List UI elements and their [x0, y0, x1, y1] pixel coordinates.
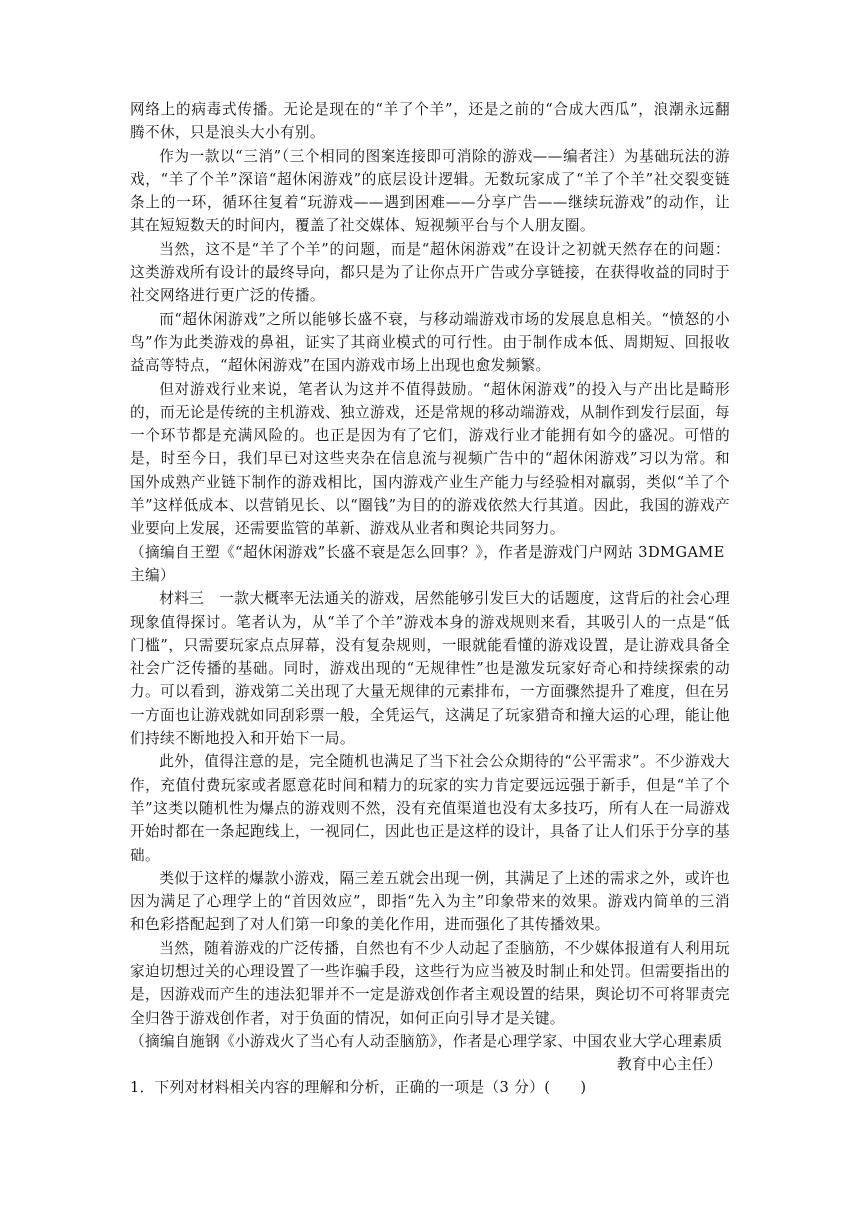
document-page — [130, 98, 730, 1100]
paragraph-4: 而“超休闲游戏”之所以能够长盛不衰，与移动端游戏市场的发展息息相关。“愤怒的小鸟”作为此类游戏的鼻祖，证实了其商业模式的可行性。由于制作成本低、周期短、回报收益高等特点，“超休闲游戏”在国内游戏市场上出现也愈发频繁。 — [130, 310, 730, 375]
material-3-paragraph-4: 当然，随着游戏的广泛传播，自然也有不少人动起了歪脑筋，不少媒体报道有人利用玩家迫切想过关的心理设置了一些诈骗手段，这些行为应当被及时制止和处罚。但需要指出的是，因游戏而产生的违法犯罪并不一定是游戏创作者主观设置的结果，舆论切不可将罪责完全归咎于游戏创作者，对于负面的情况，如何正向引导才是关键。 — [130, 939, 730, 1027]
paragraph-3: 当然，这不是“羊了个羊”的问题，而是“超休闲游戏”在设计之初就天然存在的问题：这类游戏所有设计的最终导向，都只是为了让你点开广告或分享链接，在获得收益的同时于社交网络进行更广泛的传播。 — [130, 240, 730, 305]
paragraph-2: 作为一款以“三消”（三个相同的图案连接即可消除的游戏——编者注）为基础玩法的游戏，“羊了个羊”深谙“超休闲游戏”的底层设计逻辑。无数玩家成了“羊了个羊”社交裂变链条上的一环，循环往复着“玩游戏——遇到困难——分享广告——继续玩游戏”的动作，让其在短短数天的时间内，覆盖了社交媒体、短视频平台与个人朋友圈。 — [130, 147, 730, 235]
paragraph-5: 但对游戏行业来说，笔者认为这并不值得鼓励。“超休闲游戏”的投入与产出比是畸形的，而无论是传统的主机游戏、独立游戏，还是常规的移动端游戏，从制作到发行层面，每一个环节都是充满风险的。也正是因为有了它们，游戏行业才能拥有如今的盛况。可惜的是，时至今日，我们早已对这些夹杂在信息流与视频广告中的“超休闲游戏”习以为常。和国外成熟产业链下制作的游戏相比，国内游戏产业生产能力与经验相对羸弱，类似“羊了个羊”这样低成本、以营销见长、以“圈钱”为目的的游戏依然大行其道。因此，我国的游戏产业要向上发展，还需要监管的革新、游戏从业者和舆论共同努力。 — [130, 380, 730, 538]
material-3-paragraph-3: 类似于这样的爆款小游戏，隔三差五就会出现一例，其满足了上述的需求之外，或许也因为满足了心理学上的“首因效应”，即指“先入为主”印象带来的效果。游戏内简单的三消和色彩搭配起到了对人们第一印象的美化作用，进而强化了其传播效果。 — [130, 869, 730, 934]
citation-2-line-2: 教育中心主任） — [617, 1056, 722, 1074]
material-3-paragraph-1: 材料三 一款大概率无法通关的游戏，居然能够引发巨大的话题度，这背后的社会心理现象值得探讨。笔者认为，从“羊了个羊”游戏本身的游戏规则来看，其吸引人的一点是“低门槛”，只需要玩家点点屏幕，没有复杂规则，一眼就能看懂的游戏设置，是让游戏具备全社会广泛传播的基础。同时，游戏出现的“无规律性”也是激发玩家好奇心和持续探索的动力。可以看到，游戏第二关出现了大量无规律的元素排布，一方面骤然提升了难度，但在另一方面也让游戏就如同刮彩票一般，全凭运气，这满足了玩家猎奇和撞大运的心理，能让他们持续不断地投入和开始下一局。 — [130, 590, 730, 748]
material-3-paragraph-2: 此外，值得注意的是，完全随机也满足了当下社会公众期待的“公平需求”。不少游戏大作，充值付费玩家或者愿意花时间和精力的玩家的实力肯定要远远强于新手，但是“羊了个羊”这类以随机性为爆点的游戏则不然，没有充值渠道也没有太多技巧，所有人在一局游戏开始时都在一条起跑线上，一视同仁，因此也正是这样的设计，具备了让人们乐于分享的基础。 — [130, 753, 730, 864]
citation-1: （摘编自王塑《“超休闲游戏”长盛不衰是怎么回事？》，作者是游戏门户网站 3DMGAME 主编） — [130, 543, 725, 584]
question-1: 1．下列对材料相关内容的理解和分析，正确的一项是（3 分）( ) — [130, 1079, 587, 1097]
citation-2-line-1: （摘编自施钢《小游戏火了当心有人动歪脑筋》，作者是心理学家、中国农业大学心理素质 — [130, 1032, 723, 1050]
paragraph-1: 网络上的病毒式传播。无论是现在的“羊了个羊”，还是之前的“合成大西瓜”，浪潮永远翻腾不休，只是浪头大小有别。 — [130, 101, 730, 142]
